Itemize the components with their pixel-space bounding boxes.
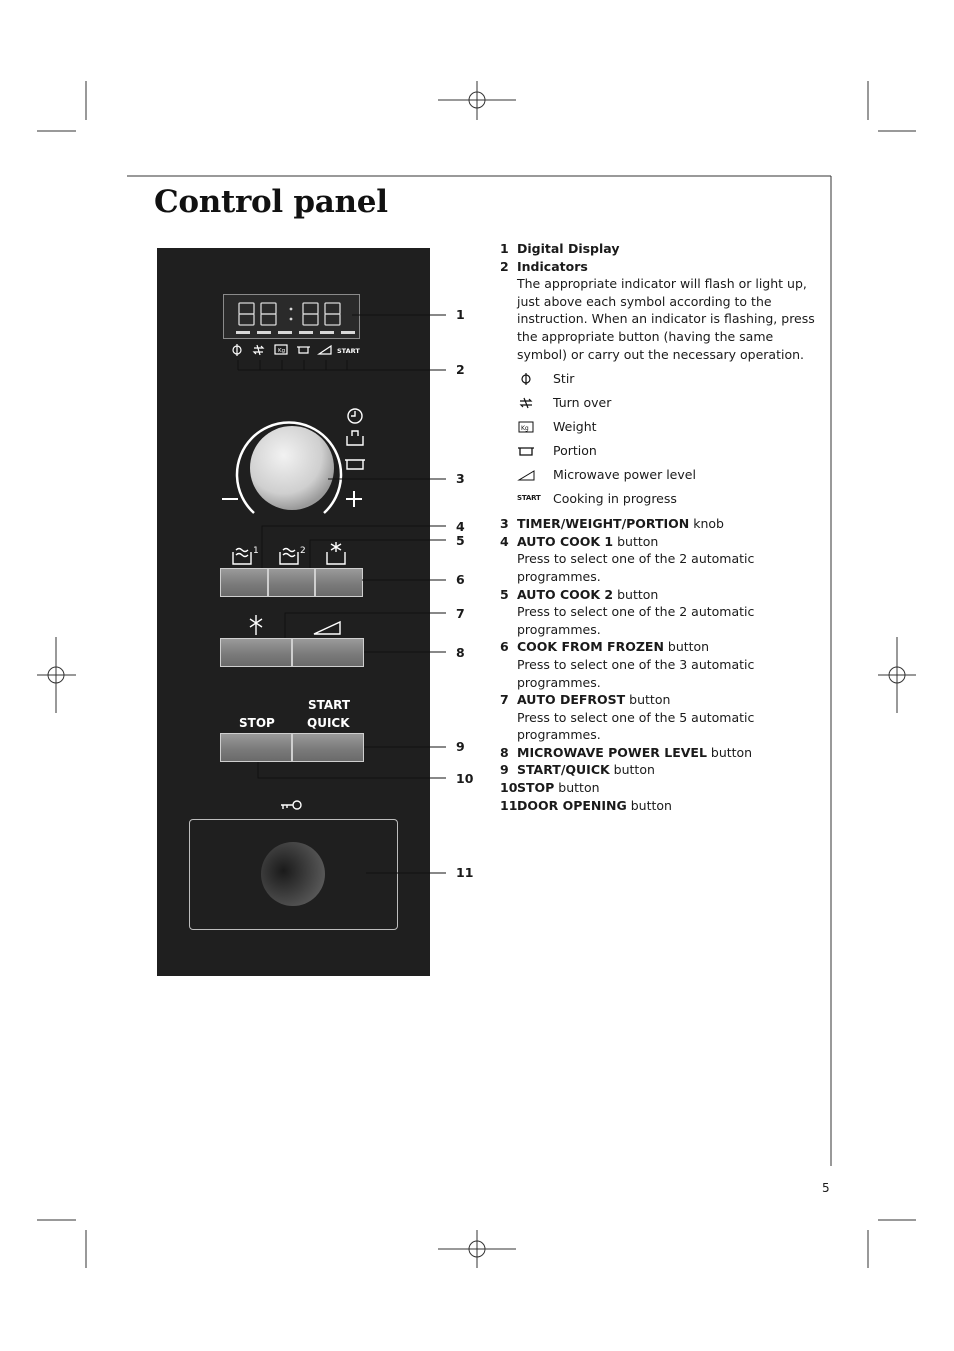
svg-text:Kg: Kg bbox=[521, 425, 529, 433]
desc-item-1: 1 Digital Display bbox=[500, 241, 620, 256]
desc-item-6: 6 COOK FROM FROZEN button Press to select one of the 3 automatic programmes. bbox=[500, 639, 755, 690]
callout-9: 9 bbox=[456, 739, 465, 754]
stir-icon bbox=[517, 372, 535, 386]
desc-name: Indicators bbox=[517, 258, 588, 274]
symbol-row-portion: Portion bbox=[517, 439, 820, 463]
callout-7: 7 bbox=[456, 606, 465, 621]
auto-cook-1-superscript: 1 bbox=[253, 546, 259, 556]
callout-3: 3 bbox=[456, 471, 465, 486]
quick-label: QUICK bbox=[307, 716, 350, 730]
desc-item-2: 2 Indicators The appropriate indicator will flash or light up, just above each symbol according to the instruction. When an indicator is flashing, press the appropriate button (having the same symbol) or carry out the necessary operation. bbox=[500, 258, 820, 364]
start-label: START bbox=[308, 698, 351, 712]
callout-11: 11 bbox=[456, 865, 474, 880]
callout-2: 2 bbox=[456, 362, 465, 377]
symbol-row-turn-over: Turn over bbox=[517, 391, 820, 415]
weight-icon bbox=[517, 420, 535, 434]
callout-4: 4 bbox=[456, 519, 465, 534]
auto-cook-2-superscript: 2 bbox=[300, 546, 306, 556]
callout-5: 5 bbox=[456, 533, 465, 548]
callout-1: 1 bbox=[456, 307, 465, 322]
stop-label: STOP bbox=[239, 716, 275, 730]
desc-item-8: 8 MICROWAVE POWER LEVEL button bbox=[500, 744, 753, 760]
symbol-row-start: START Cooking in progress bbox=[517, 491, 677, 507]
page-title: Control panel bbox=[154, 184, 388, 220]
symbol-row-power-level: Microwave power level bbox=[517, 463, 820, 487]
symbol-row-weight: Kg Weight bbox=[517, 415, 820, 439]
symbol-row-stir: Stir bbox=[517, 367, 820, 391]
desc-item-9: 9 START/QUICK button bbox=[500, 762, 655, 778]
control-descriptions bbox=[500, 240, 820, 814]
desc-detail: The appropriate indicator will flash or light up, just above each symbol according to the instruction. When an indicator is flashing, press the appropriate button (having the same symbol) or carry out the necessary operation. bbox=[517, 276, 815, 362]
desc-item-7: 7 AUTO DEFROST button Press to select one of the 5 automatic programmes. bbox=[500, 692, 755, 743]
svg-text:Kg: Kg bbox=[278, 348, 286, 354]
indicator-symbol-list bbox=[500, 367, 820, 511]
page-number: 5 bbox=[822, 1181, 830, 1195]
start-icon: START bbox=[517, 494, 541, 503]
portion-icon bbox=[517, 444, 535, 458]
desc-item-10: 10 STOP button bbox=[500, 780, 600, 796]
desc-item-4: 4 AUTO COOK 1 button Press to select one of the 2 automatic programmes. bbox=[500, 533, 755, 584]
callout-6: 6 bbox=[456, 572, 465, 587]
desc-item-5: 5 AUTO COOK 2 button Press to select one of the 2 automatic programmes. bbox=[500, 586, 755, 637]
display-start-text: START bbox=[337, 347, 360, 355]
turn-over-icon bbox=[517, 396, 535, 410]
desc-item-11: 11 DOOR OPENING button bbox=[500, 797, 672, 813]
power-level-icon bbox=[517, 468, 535, 482]
desc-item-3: 3 TIMER/WEIGHT/PORTION knob bbox=[500, 516, 724, 532]
callout-8: 8 bbox=[456, 645, 465, 660]
desc-name: Digital Display bbox=[517, 241, 620, 256]
callout-10: 10 bbox=[456, 771, 474, 786]
